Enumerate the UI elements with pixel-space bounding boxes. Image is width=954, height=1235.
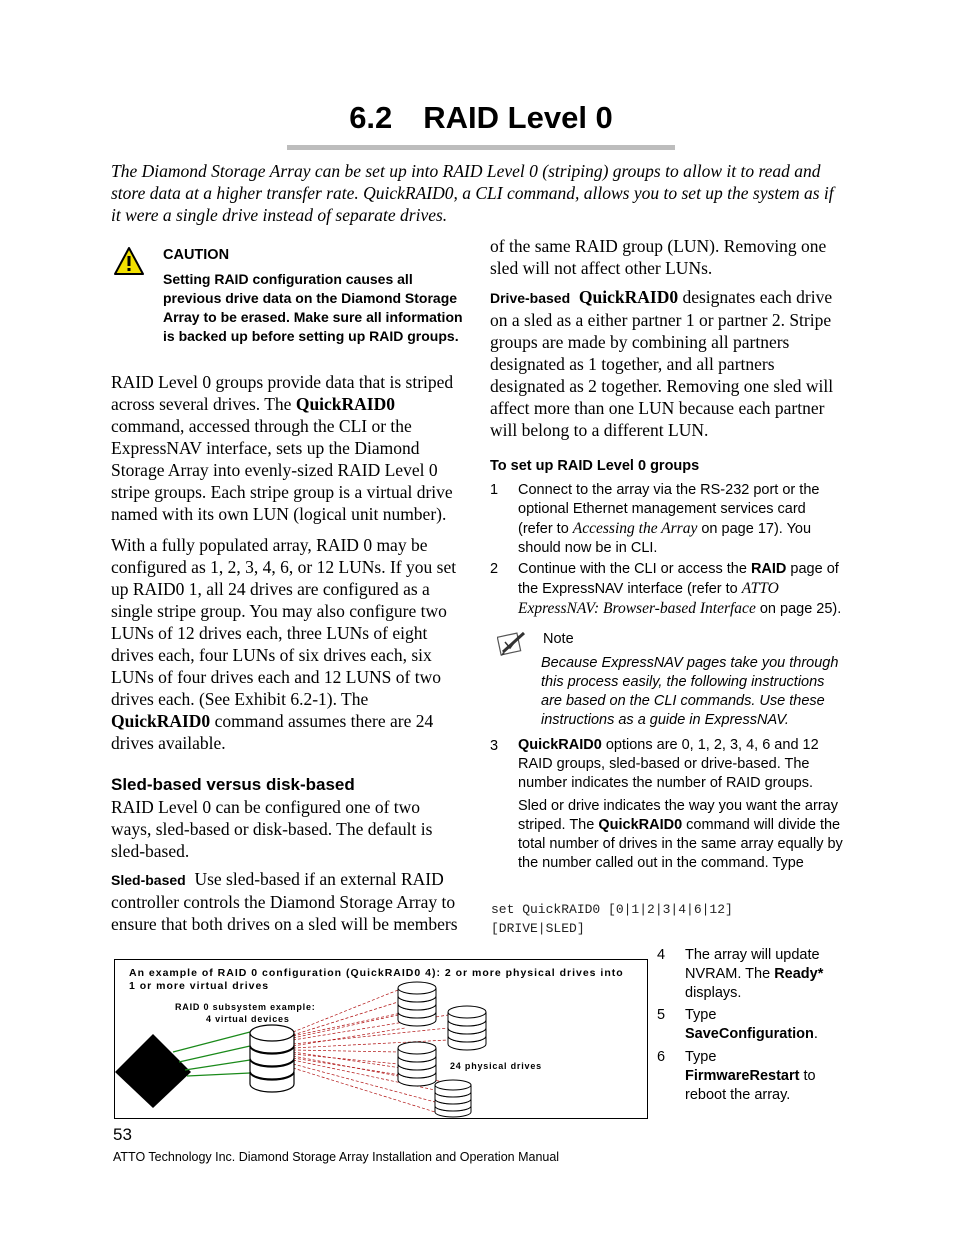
cross-reference: ATTO ExpressNAV: Browser-based Interface (518, 580, 779, 617)
step-number: 5 (657, 1007, 666, 1023)
physical-drive-stack-icon (398, 1042, 436, 1086)
step-5-text: Type SaveConfiguration. (685, 1007, 818, 1042)
virtual-drive-stack-icon (250, 1025, 294, 1092)
raid0-diagram-figure (114, 959, 648, 1119)
warning-icon (113, 246, 145, 276)
quickraid0-command: QuickRAID0 (295, 394, 396, 414)
step-2-text: Continue with the CLI or access the RAID page of the ExpressNAV interface (refer to ATTO ExpressNAV: Browser-based Interface on page 25). (518, 561, 842, 617)
lun-configuration-paragraph: With a fully populated array, RAID 0 may be configured as 1, 2, 3, 4, 6, or 12 LUNs. If you set up RAID0 1, all 24 drives are configured as a single stripe group. You may also configure two LUNs of 12 drives each, three LUNs of eight drives each, four LUNs of six drives each, six LUNs of four drives each and 12 LUNS of two drives each. (See Exhibit 6.2-1). The QuickRAID0 command assumes there are 24 drives available. (111, 535, 457, 753)
sled-vs-disk-heading: Sled-based versus disk-based (111, 775, 355, 794)
title-underline (287, 145, 675, 150)
host-diamond-icon (115, 1034, 191, 1108)
note-text: Because ExpressNAV pages take you through this process easily, the following instructions are based on the CLI commands. Use these instructions as a guide in ExpressNAV. (541, 655, 839, 728)
intro-paragraph: The Diamond Storage Array can be set up into RAID Level 0 (striping) groups to allow it to read and store data at a higher transfer rate. QuickRAID0, a CLI command, allows you to set up the system as if it were a single drive instead of separate drives. (111, 161, 834, 225)
step-3-text: QuickRAID0 options are 0, 1, 2, 3, 4, 6 and 12 RAID groups, sled-based or drive-based. The number indicates the number of RAID groups. (518, 737, 819, 791)
step-3-detail: Sled or drive indicates the way you want the array striped. The QuickRAID0 command will divide the total number of drives in the same array equally by the number called out in the command. Type (518, 798, 843, 871)
caution-text: Setting RAID configuration causes all previous drive data on the Diamond Storage Array to be erased. Make sure all information is backed up before setting up RAID groups. (163, 271, 463, 344)
drive-based-label: Drive-based (490, 290, 571, 306)
physical-drives-label: 24 physical drives (450, 1061, 542, 1071)
step-4-text: The array will update NVRAM. The Ready* displays. (685, 947, 824, 1001)
quickraid0-command: QuickRAID0 (111, 711, 211, 731)
physical-drive-stack-icon (448, 1006, 486, 1050)
raid-diagram-graphic (115, 960, 647, 1118)
subsystem-label: RAID 0 subsystem example: (175, 1002, 316, 1012)
page-number: 53 (113, 1125, 132, 1144)
step-1-text: Connect to the array via the RS-232 port or the optional Ethernet management services card (refer to Accessing the Array on page 17). You should now be in CLI. (518, 482, 820, 556)
step-number: 3 (490, 738, 499, 754)
note-pencil-icon (497, 630, 529, 658)
page-footer: ATTO Technology Inc. Diamond Storage Array Installation and Operation Manual (113, 1150, 560, 1164)
physical-drive-stack-icon (435, 1080, 471, 1117)
cross-reference: Accessing the Array (572, 520, 698, 537)
step-6-text: Type FirmwareRestart to reboot the array. (685, 1049, 816, 1103)
step-number: 2 (490, 561, 499, 577)
virtual-devices-label: 4 virtual devices (206, 1014, 290, 1024)
section-title: 6.2 RAID Level 0 (349, 100, 613, 135)
raid0-description-paragraph: RAID Level 0 groups provide data that is striped across several drives. The QuickRAID0 command, accessed through the CLI or the ExpressNAV interface, sets up the Diamond Storage Array into evenly-sized RAID Level 0 stripe groups. Each stripe group is a virtual drive named with its own LUN (logical unit number). (111, 372, 454, 524)
step-number: 4 (657, 947, 666, 963)
caution-heading: CAUTION (163, 247, 230, 263)
configuration-ways-paragraph: RAID Level 0 can be configured one of two ways, sled-based or disk-based. The default is sled-based. (111, 797, 433, 861)
physical-drive-stack-icon (398, 982, 436, 1026)
sled-based-label: Sled-based (111, 872, 186, 888)
sled-based-paragraph: Sled-based Use sled-based if an external RAID controller controls the Diamond Storage Array to ensure that both drives on a sled will be members (111, 869, 458, 934)
setup-heading: To set up RAID Level 0 groups (490, 458, 700, 474)
command-syntax-line-1: set QuickRAID0 [0|1|2|3|4|6|12] (491, 902, 733, 917)
step-number: 1 (490, 482, 499, 498)
sled-based-continuation: of the same RAID group (LUN). Removing one sled will not affect other LUNs. (490, 236, 827, 278)
drive-based-paragraph: Drive-based QuickRAID0 designates each drive on a sled as a either partner 1 or partner 2. Stripe groups are made by combining all partners designated as 1 together, and all partners designated as 2 together. Removing one sled will affect more than one LUN because each partner will belong to a different LUN. (490, 287, 834, 440)
figure-caption: An example of RAID 0 configuration (QuickRAID0 4): 2 or more physical drives into 1 or more virtual drives (129, 967, 624, 992)
note-heading: Note (543, 631, 574, 647)
command-syntax-line-2: [DRIVE|SLED] (491, 921, 585, 936)
step-number: 6 (657, 1049, 666, 1065)
